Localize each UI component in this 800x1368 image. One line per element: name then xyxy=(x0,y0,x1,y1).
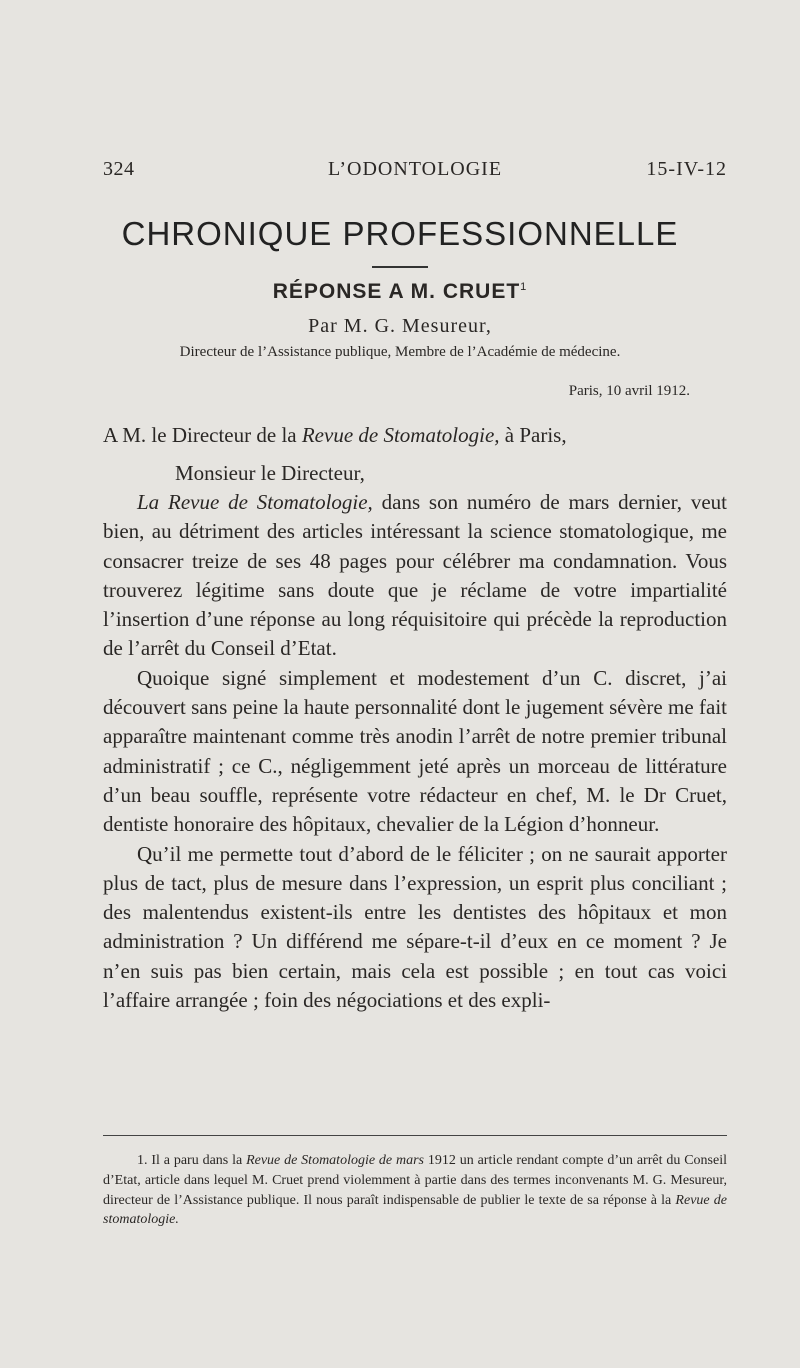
paragraph-text: Qu’il me permette tout d’abord de le féliciter ; on ne saurait apporter plus de tact, plus de mesure dans l’expression, un esprit plus conciliant ; des malentendus existent-ils entre les dentistes des hôpitaux et mon administration ? Un différend me sépare-t-il d’eux en ce moment ? Je n’en suis pas bien certain, mais cela est possible ; en tout cas voici l’affaire arrangée ; foin des négociations et des expli- xyxy=(103,841,727,1013)
greeting: Monsieur le Directeur, xyxy=(175,461,365,485)
letter-body xyxy=(103,488,727,1015)
article-title-text: RÉPONSE A M. CRUET xyxy=(272,280,521,303)
salutation xyxy=(103,420,727,450)
journal-title: L’ODONTOLOGIE xyxy=(327,158,503,180)
footnote-middle: 1912 un article rendant compte d’un arrêt du Conseil d’Etat, article dans lequel M. Cruet prend violemment à partie dans des termes inconvenants M. G. Mesureur, directeur de l’Assistance publique. Il nous paraît indispensable de publier le texte de sa réponse à la xyxy=(103,1153,727,1208)
footnote-marker: 1 xyxy=(520,281,528,293)
section-title: CHRONIQUE PROFESSIONNELLE xyxy=(121,215,679,252)
running-head xyxy=(103,158,727,188)
footnote-text xyxy=(103,1151,727,1230)
paragraph xyxy=(103,840,727,1016)
footnote-divider xyxy=(103,1135,727,1136)
salutation-end: à Paris, xyxy=(499,423,567,447)
paragraph-text: dans son numéro de mars dernier, veut bien, au détriment des articles intéressant la science stomatologique, me consacrer treize de ses 48 pages pour célébrer ma condamnation. Vous trouverez légitime sans doute que je réclame de votre impartialité l’insertion d’une réponse au long réquisitoire qui précède la reproduction de l’arrêt du Conseil d’Etat. xyxy=(103,490,727,661)
salutation-start: A M. le Directeur de la xyxy=(103,423,302,447)
footnote-journal-2: Revue de stomatologie. xyxy=(103,1192,727,1228)
salutation-journal: Revue de Stomatologie, xyxy=(301,423,500,447)
page-number: 324 xyxy=(103,158,135,180)
footnote xyxy=(103,1151,727,1230)
paragraph-text: Quoique signé simplement et modestement d’un C. discret, j’ai découvert sans peine la haute personnalité dont le jugement sévère me fait apparaître maintenant comme très anodin l’arrêt de notre premier tribunal administratif ; ce C., négligemment jeté après un morceau de littérature d’un beau souffle, représente votre rédacteur en chef, M. le Dr Cruet, dentiste honoraire des hôpitaux, chevalier de la Légion d’honneur. xyxy=(103,665,727,837)
byline: Par M. G. Mesureur, xyxy=(308,315,492,337)
issue-date: 15-IV-12 xyxy=(646,158,727,180)
article-title xyxy=(0,280,800,304)
paragraph xyxy=(103,664,727,840)
paragraph xyxy=(103,488,727,664)
author-affiliation: Directeur de l’Assistance publique, Membre de l’Académie de médecine. xyxy=(179,344,621,360)
dateline: Paris, 10 avril 1912. xyxy=(568,383,690,399)
footnote-start: 1. Il a paru dans la xyxy=(137,1153,247,1168)
paragraph-journal: La Revue de Stomatologie, xyxy=(137,490,373,514)
footnote-journal: Revue de Stomatologie de mars xyxy=(246,1153,425,1168)
title-divider xyxy=(372,266,428,268)
